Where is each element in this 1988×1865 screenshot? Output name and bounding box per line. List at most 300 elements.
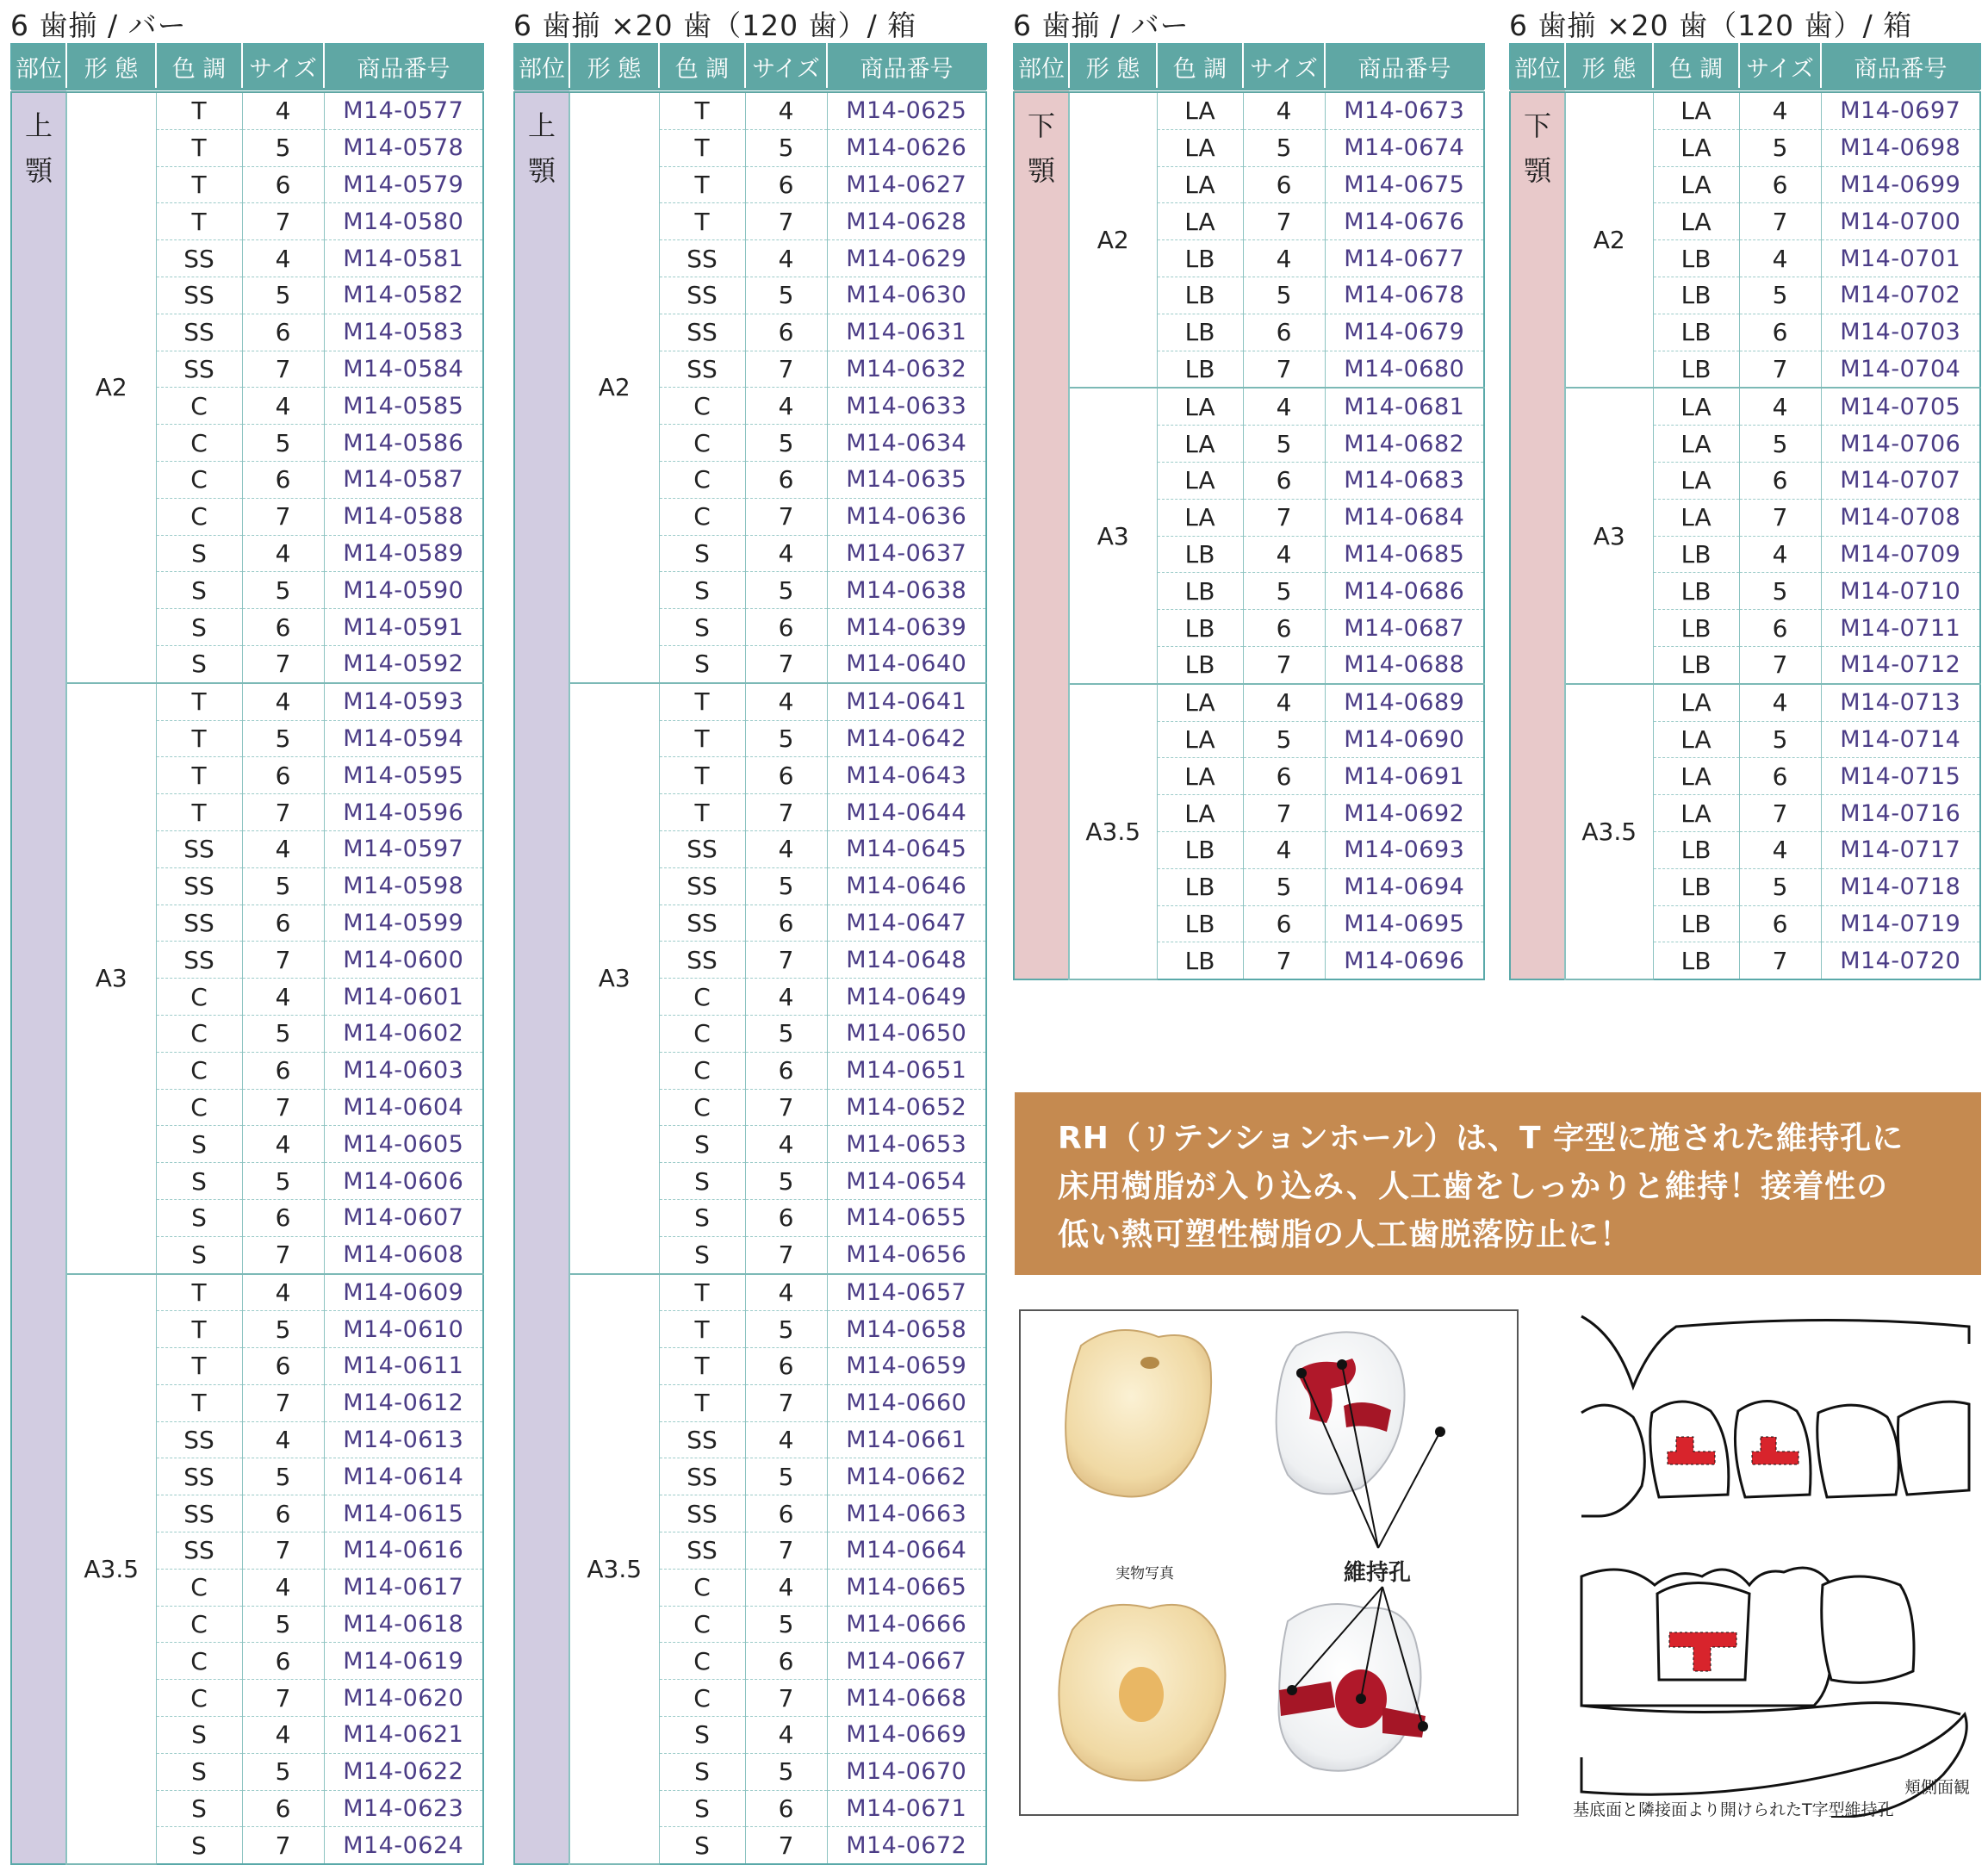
code-cell: M14-0682 [1325, 426, 1484, 463]
color-cell: T [156, 757, 242, 794]
size-cell: 4 [1243, 90, 1325, 129]
form-cell: A2 [1069, 90, 1157, 388]
color-cell: LB [1157, 831, 1243, 868]
code-cell: M14-0691 [1325, 758, 1484, 795]
column-header-code: 商品番号 [1325, 44, 1484, 90]
code-cell: M14-0624 [324, 1827, 483, 1864]
color-cell: S [156, 1199, 242, 1236]
size-cell: 6 [242, 1199, 324, 1236]
table-caption: 6 歯揃 / バー [1013, 9, 1190, 42]
size-cell: 7 [1739, 499, 1821, 536]
size-cell: 4 [1739, 90, 1821, 129]
code-cell: M14-0633 [827, 388, 986, 425]
color-cell: LA [1653, 684, 1739, 721]
color-cell: LA [1157, 166, 1243, 203]
code-cell: M14-0684 [1325, 499, 1484, 536]
code-cell: M14-0607 [324, 1199, 483, 1236]
color-cell: T [156, 1274, 242, 1311]
form-cell: A3 [66, 683, 156, 1274]
color-cell: SS [156, 240, 242, 277]
code-cell: M14-0671 [827, 1790, 986, 1827]
table-row [1510, 684, 1980, 721]
color-cell: LB [1653, 536, 1739, 573]
product-table [10, 43, 484, 1865]
color-cell: T [659, 1274, 745, 1311]
color-cell: SS [659, 1532, 745, 1570]
size-cell: 7 [745, 1089, 827, 1126]
code-cell: M14-0628 [827, 203, 986, 240]
color-cell: LB [1653, 277, 1739, 314]
code-cell: M14-0658 [827, 1311, 986, 1348]
color-cell: LB [1157, 868, 1243, 905]
size-cell: 5 [1739, 721, 1821, 758]
code-cell: M14-0613 [324, 1421, 483, 1458]
size-cell: 5 [745, 572, 827, 609]
size-cell: 5 [242, 1163, 324, 1200]
size-cell: 4 [242, 1274, 324, 1311]
color-cell: LA [1157, 462, 1243, 499]
code-cell: M14-0580 [324, 203, 483, 240]
table-row [514, 1274, 986, 1311]
code-cell: M14-0693 [1325, 831, 1484, 868]
size-cell: 5 [1243, 868, 1325, 905]
code-cell: M14-0709 [1821, 536, 1980, 573]
color-cell: LB [1653, 905, 1739, 942]
color-cell: C [156, 461, 242, 498]
code-cell: M14-0593 [324, 683, 483, 720]
size-cell: 5 [745, 867, 827, 905]
color-cell: C [659, 388, 745, 425]
code-cell: M14-0670 [827, 1753, 986, 1790]
size-cell: 4 [242, 535, 324, 572]
tooth-photos-illustration [1021, 1311, 1517, 1814]
code-cell: M14-0699 [1821, 166, 1980, 203]
code-cell: M14-0716 [1821, 795, 1980, 832]
color-cell: SS [659, 277, 745, 314]
code-cell: M14-0713 [1821, 684, 1980, 721]
size-cell: 5 [1243, 721, 1325, 758]
code-cell: M14-0625 [827, 90, 986, 129]
code-cell: M14-0652 [827, 1089, 986, 1126]
diagram-label-buccal-view: 頬側面観 [1904, 1778, 1971, 1797]
position-cell [11, 90, 66, 1864]
size-cell: 7 [242, 1680, 324, 1717]
code-cell: M14-0619 [324, 1643, 483, 1680]
code-cell: M14-0678 [1325, 277, 1484, 314]
color-cell: LB [1653, 646, 1739, 683]
size-cell: 4 [1243, 536, 1325, 573]
color-cell: S [156, 1790, 242, 1827]
color-cell: LB [1653, 314, 1739, 351]
size-cell: 5 [242, 277, 324, 314]
size-cell: 6 [242, 1348, 324, 1385]
color-cell: LA [1157, 203, 1243, 240]
code-cell: M14-0704 [1821, 351, 1980, 388]
color-cell: SS [659, 867, 745, 905]
color-cell: C [156, 1569, 242, 1606]
size-cell: 7 [1739, 203, 1821, 240]
size-cell: 5 [1739, 573, 1821, 610]
code-cell: M14-0623 [324, 1790, 483, 1827]
form-cell: A3.5 [1069, 684, 1157, 979]
size-cell: 7 [242, 1827, 324, 1864]
color-cell: T [659, 683, 745, 720]
size-cell: 6 [745, 757, 827, 794]
position-char: 上 [24, 109, 53, 142]
color-cell: S [659, 1790, 745, 1827]
color-cell: T [659, 794, 745, 831]
size-cell: 7 [1739, 646, 1821, 683]
code-cell: M14-0642 [827, 720, 986, 757]
color-cell: SS [659, 905, 745, 942]
column-header-form: 形 態 [1565, 44, 1653, 90]
code-cell: M14-0627 [827, 166, 986, 203]
code-cell: M14-0651 [827, 1052, 986, 1089]
size-cell: 7 [745, 1532, 827, 1570]
color-cell: S [156, 1163, 242, 1200]
color-cell: T [156, 129, 242, 166]
size-cell: 7 [242, 1236, 324, 1273]
photo-label-actual: 実物写真 [1115, 1565, 1174, 1582]
color-cell: T [156, 90, 242, 129]
color-cell: SS [156, 942, 242, 979]
size-cell: 7 [242, 645, 324, 682]
size-cell: 6 [745, 1790, 827, 1827]
size-cell: 4 [1739, 388, 1821, 425]
size-cell: 5 [745, 720, 827, 757]
code-cell: M14-0640 [827, 645, 986, 682]
color-cell: LA [1653, 462, 1739, 499]
table-header-row [514, 44, 986, 90]
column-header-size: サイズ [1739, 44, 1821, 90]
size-cell: 6 [242, 461, 324, 498]
code-cell: M14-0603 [324, 1052, 483, 1089]
position-cell [514, 90, 569, 1864]
size-cell: 7 [242, 1089, 324, 1126]
size-cell: 5 [1739, 868, 1821, 905]
table-caption: 6 歯揃 ×20 歯（120 歯）/ 箱 [513, 9, 917, 42]
code-cell: M14-0695 [1325, 905, 1484, 942]
size-cell: 4 [745, 1421, 827, 1458]
color-cell: LA [1157, 90, 1243, 129]
size-cell: 4 [1243, 388, 1325, 425]
form-cell: A3.5 [569, 1274, 659, 1865]
code-cell: M14-0649 [827, 979, 986, 1016]
code-cell: M14-0646 [827, 867, 986, 905]
code-cell: M14-0665 [827, 1569, 986, 1606]
color-cell: T [659, 1348, 745, 1385]
size-cell: 7 [1739, 351, 1821, 388]
size-cell: 5 [745, 277, 827, 314]
color-cell: SS [659, 240, 745, 277]
size-cell: 4 [745, 683, 827, 720]
code-cell: M14-0711 [1821, 610, 1980, 647]
code-cell: M14-0629 [827, 240, 986, 277]
color-cell: T [156, 166, 242, 203]
code-cell: M14-0718 [1821, 868, 1980, 905]
color-cell: S [156, 1827, 242, 1864]
color-cell: SS [659, 1458, 745, 1495]
size-cell: 7 [242, 1532, 324, 1570]
size-cell: 7 [1243, 351, 1325, 388]
code-cell: M14-0596 [324, 794, 483, 831]
size-cell: 5 [745, 1458, 827, 1495]
color-cell: LA [1653, 721, 1739, 758]
code-cell: M14-0715 [1821, 758, 1980, 795]
color-cell: LB [1653, 573, 1739, 610]
size-cell: 6 [242, 1495, 324, 1532]
position-cell [1510, 90, 1565, 979]
code-cell: M14-0621 [324, 1717, 483, 1754]
size-cell: 6 [1739, 758, 1821, 795]
color-cell: LA [1157, 684, 1243, 721]
size-cell: 6 [745, 166, 827, 203]
size-cell: 5 [1739, 426, 1821, 463]
size-cell: 7 [242, 203, 324, 240]
color-cell: SS [156, 1495, 242, 1532]
size-cell: 6 [745, 1495, 827, 1532]
code-cell: M14-0700 [1821, 203, 1980, 240]
code-cell: M14-0683 [1325, 462, 1484, 499]
size-cell: 5 [242, 867, 324, 905]
size-cell: 5 [1243, 129, 1325, 166]
color-cell: SS [156, 1421, 242, 1458]
size-cell: 6 [745, 1348, 827, 1385]
color-cell: C [659, 1052, 745, 1089]
size-cell: 7 [745, 1236, 827, 1273]
size-cell: 7 [242, 942, 324, 979]
code-cell: M14-0643 [827, 757, 986, 794]
position-char: 下 [1027, 109, 1055, 142]
color-cell: LA [1653, 166, 1739, 203]
code-cell: M14-0636 [827, 498, 986, 535]
size-cell: 5 [242, 1015, 324, 1052]
code-cell: M14-0654 [827, 1163, 986, 1200]
code-cell: M14-0609 [324, 1274, 483, 1311]
size-cell: 6 [242, 1643, 324, 1680]
color-cell: C [156, 1606, 242, 1643]
size-cell: 5 [1243, 573, 1325, 610]
form-cell: A3 [569, 683, 659, 1274]
size-cell: 7 [242, 1384, 324, 1421]
color-cell: SS [156, 1532, 242, 1570]
code-cell: M14-0657 [827, 1274, 986, 1311]
size-cell: 4 [1243, 240, 1325, 277]
code-cell: M14-0615 [324, 1495, 483, 1532]
code-cell: M14-0714 [1821, 721, 1980, 758]
column-header-color: 色 調 [156, 44, 242, 90]
code-cell: M14-0696 [1325, 942, 1484, 979]
size-cell: 5 [745, 129, 827, 166]
size-cell: 5 [745, 425, 827, 462]
code-cell: M14-0676 [1325, 203, 1484, 240]
color-cell: C [659, 1015, 745, 1052]
code-cell: M14-0661 [827, 1421, 986, 1458]
table-header-row [1014, 44, 1484, 90]
color-cell: LB [1157, 536, 1243, 573]
color-cell: S [156, 1126, 242, 1163]
color-cell: SS [156, 830, 242, 867]
size-cell: 4 [745, 1126, 827, 1163]
code-cell: M14-0587 [324, 461, 483, 498]
form-cell: A2 [569, 90, 659, 683]
column-header-form: 形 態 [1069, 44, 1157, 90]
color-cell: S [659, 572, 745, 609]
size-cell: 4 [1739, 684, 1821, 721]
table-header-row [1510, 44, 1980, 90]
code-cell: M14-0698 [1821, 129, 1980, 166]
color-cell: LA [1157, 499, 1243, 536]
size-cell: 5 [242, 1311, 324, 1348]
color-cell: S [659, 535, 745, 572]
code-cell: M14-0641 [827, 683, 986, 720]
code-cell: M14-0595 [324, 757, 483, 794]
retention-hole-banner [1015, 1092, 1981, 1275]
code-cell: M14-0717 [1821, 831, 1980, 868]
color-cell: LA [1157, 795, 1243, 832]
size-cell: 5 [242, 1606, 324, 1643]
color-cell: S [156, 1717, 242, 1754]
color-cell: T [156, 794, 242, 831]
size-cell: 4 [745, 388, 827, 425]
size-cell: 4 [242, 1717, 324, 1754]
color-cell: LB [1157, 905, 1243, 942]
color-cell: T [156, 683, 242, 720]
size-cell: 7 [745, 794, 827, 831]
size-cell: 6 [745, 1052, 827, 1089]
code-cell: M14-0604 [324, 1089, 483, 1126]
position-cell [1014, 90, 1069, 979]
code-cell: M14-0583 [324, 314, 483, 351]
size-cell: 7 [745, 645, 827, 682]
size-cell: 7 [242, 794, 324, 831]
color-cell: C [659, 1606, 745, 1643]
color-cell: S [659, 1236, 745, 1273]
color-cell: T [156, 1348, 242, 1385]
color-cell: LB [1653, 240, 1739, 277]
photo-label-retention-hole: 維持孔 [1344, 1560, 1412, 1586]
color-cell: C [156, 1643, 242, 1680]
code-cell: M14-0669 [827, 1717, 986, 1754]
color-cell: S [659, 1753, 745, 1790]
size-cell: 5 [242, 572, 324, 609]
column-header-color: 色 調 [1157, 44, 1243, 90]
size-cell: 7 [1243, 203, 1325, 240]
color-cell: S [659, 645, 745, 682]
color-cell: T [156, 203, 242, 240]
code-cell: M14-0677 [1325, 240, 1484, 277]
color-cell: S [156, 1753, 242, 1790]
code-cell: M14-0634 [827, 425, 986, 462]
code-cell: M14-0694 [1325, 868, 1484, 905]
table-row [514, 683, 986, 720]
size-cell: 6 [242, 757, 324, 794]
color-cell: C [156, 979, 242, 1016]
size-cell: 5 [745, 1753, 827, 1790]
code-cell: M14-0611 [324, 1348, 483, 1385]
color-cell: LA [1653, 795, 1739, 832]
code-cell: M14-0706 [1821, 426, 1980, 463]
color-cell: SS [156, 1458, 242, 1495]
code-cell: M14-0620 [324, 1680, 483, 1717]
code-cell: M14-0705 [1821, 388, 1980, 425]
color-cell: LB [1653, 942, 1739, 979]
code-cell: M14-0639 [827, 609, 986, 646]
code-cell: M14-0626 [827, 129, 986, 166]
table-row [1510, 388, 1980, 425]
color-cell: C [659, 1569, 745, 1606]
code-cell: M14-0686 [1325, 573, 1484, 610]
color-cell: LA [1653, 129, 1739, 166]
code-cell: M14-0650 [827, 1015, 986, 1052]
size-cell: 4 [242, 90, 324, 129]
size-cell: 6 [1739, 610, 1821, 647]
size-cell: 6 [1739, 166, 1821, 203]
size-cell: 5 [745, 1311, 827, 1348]
size-cell: 4 [242, 683, 324, 720]
color-cell: T [659, 1311, 745, 1348]
size-cell: 7 [745, 1680, 827, 1717]
code-cell: M14-0644 [827, 794, 986, 831]
color-cell: S [659, 609, 745, 646]
color-cell: C [156, 1089, 242, 1126]
size-cell: 6 [1739, 314, 1821, 351]
color-cell: SS [156, 867, 242, 905]
size-cell: 5 [1243, 277, 1325, 314]
column-header-pos: 部位 [1014, 44, 1069, 90]
size-cell: 4 [242, 240, 324, 277]
code-cell: M14-0719 [1821, 905, 1980, 942]
color-cell: SS [659, 942, 745, 979]
size-cell: 4 [745, 535, 827, 572]
product-table [513, 43, 987, 1865]
code-cell: M14-0598 [324, 867, 483, 905]
code-cell: M14-0672 [827, 1827, 986, 1864]
color-cell: S [156, 535, 242, 572]
color-cell: T [659, 720, 745, 757]
size-cell: 5 [745, 1163, 827, 1200]
size-cell: 7 [1739, 795, 1821, 832]
size-cell: 4 [1739, 536, 1821, 573]
code-cell: M14-0582 [324, 277, 483, 314]
size-cell: 7 [1243, 499, 1325, 536]
size-cell: 6 [745, 609, 827, 646]
size-cell: 4 [745, 830, 827, 867]
code-cell: M14-0579 [324, 166, 483, 203]
color-cell: LB [1653, 610, 1739, 647]
code-cell: M14-0680 [1325, 351, 1484, 388]
size-cell: 4 [242, 388, 324, 425]
code-cell: M14-0647 [827, 905, 986, 942]
code-cell: M14-0589 [324, 535, 483, 572]
position-char: 顎 [24, 154, 53, 187]
size-cell: 4 [745, 1569, 827, 1606]
code-cell: M14-0637 [827, 535, 986, 572]
color-cell: LA [1653, 758, 1739, 795]
position-char: 顎 [1523, 154, 1551, 187]
size-cell: 7 [1243, 795, 1325, 832]
color-cell: LB [1653, 351, 1739, 388]
code-cell: M14-0653 [827, 1126, 986, 1163]
code-cell: M14-0590 [324, 572, 483, 609]
position-char: 下 [1523, 109, 1551, 142]
color-cell: T [659, 1384, 745, 1421]
code-cell: M14-0635 [827, 461, 986, 498]
table-row [11, 683, 483, 720]
position-char: 顎 [527, 154, 556, 187]
size-cell: 6 [745, 1199, 827, 1236]
code-cell: M14-0608 [324, 1236, 483, 1273]
